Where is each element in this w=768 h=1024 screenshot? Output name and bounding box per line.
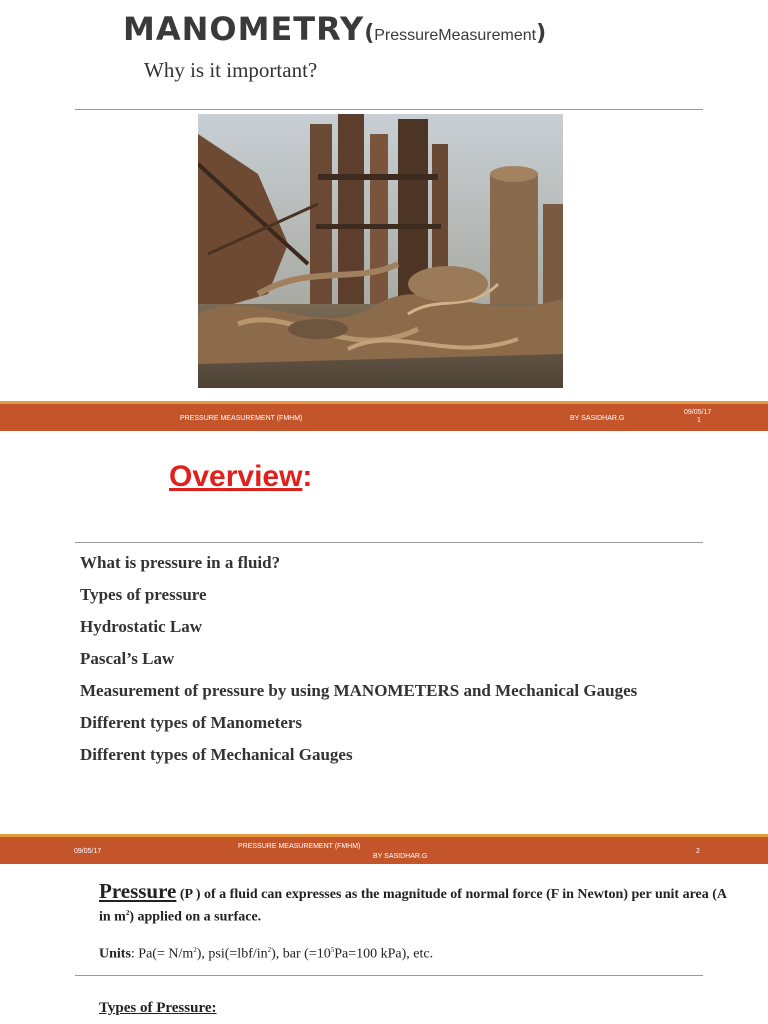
pressure-definition bbox=[99, 879, 739, 927]
divider-line bbox=[75, 542, 703, 543]
definition-superscript: 2 bbox=[125, 909, 130, 917]
slide-footer-2 bbox=[0, 834, 768, 864]
types-of-pressure-heading: Types of Pressure: bbox=[99, 1000, 217, 1016]
divider-line bbox=[75, 109, 703, 110]
industrial-ruins-photo bbox=[198, 114, 563, 388]
slide-subtitle: Why is it important? bbox=[144, 58, 318, 82]
title-subtitle: PressureMeasurement bbox=[374, 27, 537, 44]
footer-author: BY SASIDHAR.G bbox=[373, 853, 428, 860]
footer-accent-line bbox=[0, 834, 768, 837]
divider-line bbox=[75, 975, 703, 976]
overview-title bbox=[169, 460, 312, 494]
list-item: Hydrostatic Law bbox=[80, 617, 202, 636]
units-label: Units bbox=[99, 946, 131, 962]
list-item: Different types of Manometers bbox=[80, 713, 303, 732]
list-item: Pascal’s Law bbox=[80, 649, 175, 668]
definition-text: (P ) of a fluid can expresses as the magnitude of normal force (F in Newton) per unit area (A in m bbox=[99, 887, 727, 925]
units-text: : Pa(= N/m bbox=[130, 946, 194, 962]
footer-date: 09/05/17 bbox=[684, 409, 712, 416]
overview-title-colon: : bbox=[302, 460, 313, 493]
units-text: Pa=100 kPa), etc. bbox=[334, 946, 434, 962]
footer-page-number: 2 bbox=[696, 848, 700, 855]
units-text: ), psi(=lbf/in bbox=[196, 946, 268, 962]
list-item: Measurement of pressure by using MANOMETERS and Mechanical Gauges bbox=[80, 681, 638, 700]
title-paren-close: ) bbox=[536, 21, 547, 46]
units-superscript: 5 bbox=[330, 946, 335, 954]
footer-course-title: PRESSURE MEASUREMENT (FMHM) bbox=[180, 415, 303, 422]
footer-page-number: 1 bbox=[697, 417, 701, 424]
slide-title bbox=[123, 10, 546, 48]
footer-date: 09/05/17 bbox=[74, 848, 102, 855]
definition-text-end: ) applied on a surface. bbox=[129, 909, 262, 925]
list-item: Types of pressure bbox=[80, 585, 207, 604]
overview-title-word: Overview bbox=[169, 460, 303, 493]
units-superscript: 2 bbox=[267, 946, 272, 954]
units-line bbox=[99, 946, 433, 963]
slide-footer-1 bbox=[0, 401, 768, 431]
photo-illustration bbox=[198, 114, 563, 388]
footer-author: BY SASIDHAR.G bbox=[570, 415, 625, 422]
pressure-term: Pressure bbox=[99, 879, 177, 903]
list-item: Different types of Mechanical Gauges bbox=[80, 745, 353, 764]
footer-course-title: PRESSURE MEASUREMENT (FMHM) bbox=[238, 843, 361, 850]
title-paren-open: ( bbox=[364, 21, 375, 46]
units-text: ), bar (=10 bbox=[271, 946, 331, 962]
units-superscript: 2 bbox=[193, 946, 197, 954]
title-main: MANOMETRY bbox=[123, 10, 365, 48]
overview-list bbox=[80, 547, 637, 771]
footer-accent-line bbox=[0, 401, 768, 404]
list-item: What is pressure in a fluid? bbox=[80, 553, 281, 572]
